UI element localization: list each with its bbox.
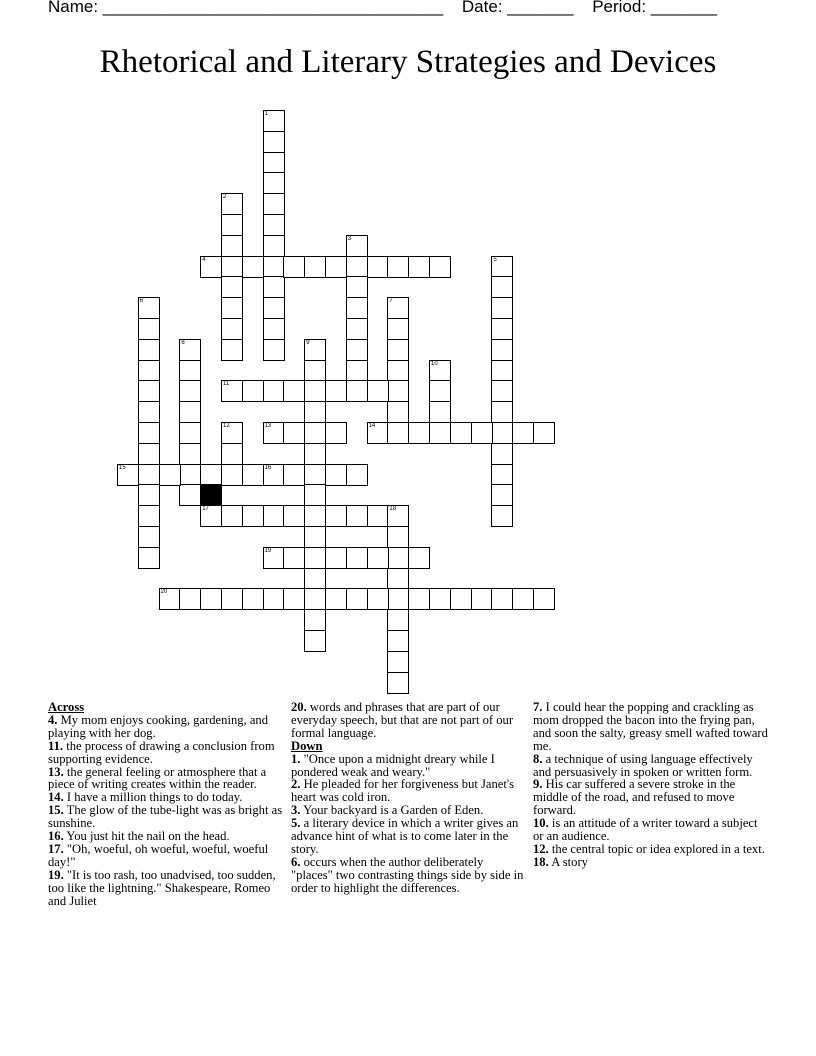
grid-cell[interactable] — [408, 256, 430, 278]
grid-cell[interactable] — [408, 547, 430, 569]
grid-cell[interactable] — [491, 422, 513, 444]
grid-cell[interactable] — [387, 630, 409, 652]
cell-number: 15 — [119, 464, 126, 471]
grid-cell[interactable] — [138, 401, 160, 423]
grid-cell[interactable] — [242, 464, 264, 486]
grid-cell[interactable] — [491, 401, 513, 423]
cell-number: 13 — [264, 423, 272, 429]
cell-number: 19 — [264, 547, 272, 554]
cell-number: 17 — [202, 506, 209, 513]
grid-cell[interactable] — [408, 422, 430, 444]
grid-cell[interactable] — [138, 526, 160, 548]
grid-cell[interactable] — [387, 339, 409, 361]
grid-cell[interactable] — [283, 464, 305, 486]
grid-cell[interactable] — [304, 464, 326, 486]
grid-cell[interactable] — [325, 422, 347, 444]
down-clue: 5. a literary device in which a writer gives an advance hint of what is to come later in the story. — [291, 816, 519, 856]
cell-number: 8 — [181, 339, 185, 346]
grid-cell[interactable] — [283, 422, 305, 444]
grid-cell[interactable] — [491, 297, 513, 319]
down-clue: 8. a technique of using language effectively and persuasively in spoken or written form. — [533, 751, 753, 779]
grid-cell[interactable] — [138, 547, 160, 569]
grid-cell[interactable] — [346, 276, 368, 298]
down-clue: 9. His car suffered a severe stroke in the middle of the road, and refused to move forward. — [533, 777, 736, 818]
grid-cell[interactable] — [283, 380, 305, 402]
grid-cell[interactable] — [367, 256, 389, 278]
grid-cell[interactable] — [512, 422, 534, 444]
grid-cell[interactable] — [491, 360, 513, 382]
grid-cell[interactable] — [346, 235, 368, 257]
grid-cell[interactable] — [429, 422, 451, 444]
grid-cell[interactable] — [387, 588, 409, 610]
grid-cell[interactable] — [346, 360, 368, 382]
down-clue: 3. Your backyard is a Garden of Eden. — [291, 803, 484, 818]
grid-cell[interactable] — [263, 464, 285, 486]
grid-cell[interactable] — [283, 505, 305, 527]
grid-cell[interactable] — [367, 505, 389, 527]
grid-cell[interactable] — [387, 256, 409, 278]
across-clue: 15. The glow of the tube-light was as bright as sunshine. — [48, 803, 283, 831]
grid-cell[interactable] — [200, 256, 222, 278]
grid-cell[interactable] — [533, 588, 555, 610]
grid-cell[interactable] — [346, 318, 368, 340]
grid-cell[interactable] — [179, 360, 201, 382]
grid-cell[interactable] — [159, 464, 181, 486]
grid-cell[interactable] — [325, 588, 347, 610]
grid-cell[interactable] — [263, 547, 285, 569]
grid-cell[interactable] — [304, 588, 326, 610]
grid-cell[interactable] — [263, 422, 285, 444]
grid-cell[interactable] — [367, 422, 389, 444]
down-clue: 1. "Once upon a midnight dreary while I pondered weak and weary." — [291, 751, 495, 779]
grid-cell[interactable] — [304, 380, 326, 402]
grid-cell[interactable] — [325, 464, 347, 486]
grid-cell[interactable] — [221, 505, 243, 527]
grid-cell[interactable] — [179, 422, 201, 444]
grid-cell[interactable] — [179, 588, 201, 610]
grid-cell[interactable] — [429, 401, 451, 423]
grid-cell[interactable] — [429, 256, 451, 278]
grid-cell[interactable] — [491, 505, 513, 527]
grid-cell[interactable] — [221, 588, 243, 610]
grid-cell[interactable] — [346, 505, 368, 527]
grid-cell[interactable] — [304, 609, 326, 631]
grid-cell[interactable] — [263, 339, 285, 361]
grid-cell[interactable] — [304, 360, 326, 382]
page-title: Rhetorical and Literary Strategies and Devices — [99, 44, 717, 80]
grid-cell[interactable] — [117, 464, 139, 486]
grid-cell[interactable] — [221, 464, 243, 486]
grid-cell[interactable] — [387, 505, 409, 527]
down-clue: 10. is an attitude of a writer toward a subject or an audience. — [533, 816, 758, 844]
name-field-label[interactable]: Name: ____________________________________ — [48, 0, 444, 16]
grid-cell[interactable] — [263, 318, 285, 340]
grid-cell[interactable] — [387, 297, 409, 319]
down-clue: 12. the central topic or idea explored in a text. — [533, 841, 765, 856]
grid-cell[interactable] — [200, 464, 222, 486]
grid-cell[interactable] — [263, 235, 285, 257]
grid-cell[interactable] — [138, 484, 160, 506]
across-clue: 19. "It is too rash, too unadvised, too sudden, too like the lightning." Shakespeare, Romeo and Juliet — [48, 867, 276, 908]
cell-number: 10 — [431, 360, 438, 367]
grid-cell[interactable] — [138, 464, 160, 486]
grid-cell[interactable] — [346, 256, 368, 278]
clues-column-3 — [533, 701, 769, 869]
grid-cell[interactable] — [346, 588, 368, 610]
grid-cell[interactable] — [263, 505, 285, 527]
grid-cell[interactable] — [263, 193, 285, 215]
grid-cell[interactable] — [200, 505, 222, 527]
grid-cell[interactable] — [387, 360, 409, 382]
grid-cell[interactable] — [138, 339, 160, 361]
grid-cell[interactable] — [304, 339, 326, 361]
grid-cell[interactable] — [429, 380, 451, 402]
grid-cell[interactable] — [263, 297, 285, 319]
grid-cell[interactable] — [179, 401, 201, 423]
cell-number: 14 — [368, 423, 376, 429]
grid-cell[interactable] — [491, 339, 513, 361]
grid-cell[interactable] — [387, 609, 409, 631]
grid-cell[interactable] — [325, 256, 347, 278]
grid-block-cell — [200, 484, 222, 506]
grid-cell[interactable] — [304, 401, 326, 423]
grid-cell[interactable] — [263, 152, 285, 174]
grid-cell[interactable] — [304, 505, 326, 527]
cell-number: 9 — [306, 339, 310, 346]
grid-cell[interactable] — [387, 380, 409, 402]
grid-cell[interactable] — [450, 422, 472, 444]
grid-cell[interactable] — [491, 256, 513, 278]
down-clue: 6. occurs when the author deliberately "places" two contrasting things side by side in order to highlight the differences. — [291, 854, 524, 895]
grid-cell[interactable] — [138, 422, 160, 444]
grid-cell[interactable] — [221, 256, 243, 278]
cell-number: 5 — [493, 256, 497, 263]
grid-cell[interactable] — [263, 380, 285, 402]
grid-cell[interactable] — [263, 172, 285, 194]
grid-cell[interactable] — [179, 339, 201, 361]
grid-cell[interactable] — [138, 443, 160, 465]
grid-cell[interactable] — [387, 526, 409, 548]
grid-cell[interactable] — [367, 380, 389, 402]
grid-cell[interactable] — [367, 588, 389, 610]
grid-cell[interactable] — [304, 547, 326, 569]
grid-cell[interactable] — [387, 318, 409, 340]
grid-cell[interactable] — [346, 297, 368, 319]
grid-cell[interactable] — [387, 401, 409, 423]
grid-cell[interactable] — [491, 318, 513, 340]
grid-cell[interactable] — [346, 547, 368, 569]
cell-number: 4 — [202, 256, 206, 263]
down-heading: Down — [291, 738, 323, 753]
grid-cell[interactable] — [221, 443, 243, 465]
grid-cell[interactable] — [242, 256, 264, 278]
grid-cell[interactable] — [387, 547, 409, 569]
grid-cell[interactable] — [263, 110, 285, 132]
grid-cell[interactable] — [263, 131, 285, 153]
grid-cell[interactable] — [263, 276, 285, 298]
grid-cell[interactable] — [138, 380, 160, 402]
grid-cell[interactable] — [304, 422, 326, 444]
cell-number: 3 — [347, 235, 352, 242]
grid-cell[interactable] — [471, 588, 493, 610]
grid-cell[interactable] — [491, 588, 513, 610]
grid-cell[interactable] — [387, 672, 409, 694]
grid-cell[interactable] — [512, 588, 534, 610]
grid-cell[interactable] — [179, 380, 201, 402]
across-clue: 14. I have a million things to do today. — [48, 790, 243, 805]
across-clue: 13. the general feeling or atmosphere that a piece of writing creates within the reader. — [48, 764, 267, 792]
grid-cell[interactable] — [138, 297, 160, 319]
grid-cell[interactable] — [221, 193, 243, 215]
grid-cell[interactable] — [221, 235, 243, 257]
grid-cell[interactable] — [221, 297, 243, 319]
across-heading: Across — [48, 700, 85, 714]
grid-cell[interactable] — [179, 484, 201, 506]
grid-cell[interactable] — [221, 276, 243, 298]
grid-cell[interactable] — [491, 464, 513, 486]
grid-cell[interactable] — [221, 339, 243, 361]
grid-cell[interactable] — [242, 505, 264, 527]
grid-cell[interactable] — [304, 256, 326, 278]
grid-cell[interactable] — [283, 256, 305, 278]
grid-cell[interactable] — [533, 422, 555, 444]
grid-cell[interactable] — [387, 568, 409, 590]
grid-cell[interactable] — [283, 588, 305, 610]
grid-cell[interactable] — [491, 380, 513, 402]
grid-cell[interactable] — [221, 380, 243, 402]
date-field-label[interactable]: Date: _______ — [461, 0, 574, 16]
cell-number: 18 — [389, 506, 397, 513]
down-clue: 7. I could hear the popping and crackling as mom dropped the bacon into the frying pan, and soon the salty, greasy smell wafted toward me. — [533, 700, 768, 753]
grid-cell[interactable] — [346, 380, 368, 402]
grid-cell[interactable] — [263, 256, 285, 278]
clues-column-2 — [291, 701, 527, 895]
cell-number: 7 — [389, 298, 393, 305]
cell-number: 1 — [264, 111, 268, 117]
grid-cell[interactable] — [471, 422, 493, 444]
grid-cell[interactable] — [346, 339, 368, 361]
cell-number: 11 — [223, 381, 230, 388]
grid-cell[interactable] — [159, 588, 181, 610]
cell-number: 2 — [223, 194, 227, 201]
grid-cell[interactable] — [179, 464, 201, 486]
grid-cell[interactable] — [304, 568, 326, 590]
cell-number: 16 — [264, 464, 272, 471]
grid-cell[interactable] — [200, 588, 222, 610]
grid-cell[interactable] — [179, 443, 201, 465]
grid-cell[interactable] — [450, 588, 472, 610]
clues-column-1 — [48, 701, 284, 908]
grid-cell[interactable] — [325, 505, 347, 527]
grid-cell[interactable] — [387, 651, 409, 673]
across-clue: 4. My mom enjoys cooking, gardening, and playing with her dog. — [48, 712, 269, 740]
grid-cell[interactable] — [221, 214, 243, 236]
cell-number: 6 — [139, 298, 144, 305]
down-clue: 18. A story — [533, 854, 588, 869]
grid-cell[interactable] — [304, 526, 326, 548]
grid-cell[interactable] — [138, 360, 160, 382]
grid-cell[interactable] — [367, 547, 389, 569]
grid-cell[interactable] — [304, 630, 326, 652]
grid-cell[interactable] — [346, 464, 368, 486]
cell-number: 12 — [223, 423, 230, 429]
period-field-label[interactable]: Period: _______ — [592, 0, 717, 16]
grid-cell[interactable] — [491, 276, 513, 298]
grid-cell[interactable] — [491, 484, 513, 506]
cell-number: 20 — [160, 589, 168, 596]
grid-cell[interactable] — [263, 588, 285, 610]
grid-cell[interactable] — [429, 588, 451, 610]
across-clue: 17. "Oh, woeful, oh woeful, woeful, woeful day!" — [48, 841, 269, 869]
grid-cell[interactable] — [138, 318, 160, 340]
grid-cell[interactable] — [263, 214, 285, 236]
grid-cell[interactable] — [429, 360, 451, 382]
grid-cell[interactable] — [491, 443, 513, 465]
grid-cell[interactable] — [387, 422, 409, 444]
grid-cell[interactable] — [325, 547, 347, 569]
across-clue: 20. words and phrases that are part of our everyday speech, but that are not part of our formal language. — [291, 700, 514, 740]
grid-cell[interactable] — [138, 505, 160, 527]
grid-cell[interactable] — [304, 484, 326, 506]
grid-cell[interactable] — [242, 380, 264, 402]
grid-cell[interactable] — [304, 443, 326, 465]
grid-cell[interactable] — [221, 422, 243, 444]
grid-cell[interactable] — [221, 318, 243, 340]
down-clue: 2. He pleaded for her forgiveness but Janet's heart was cold iron. — [291, 777, 515, 805]
grid-cell[interactable] — [283, 547, 305, 569]
grid-cell[interactable] — [242, 588, 264, 610]
across-clue: 16. You just hit the nail on the head. — [48, 829, 230, 844]
across-clue: 11. the process of drawing a conclusion from supporting evidence. — [48, 738, 275, 766]
grid-cell[interactable] — [325, 380, 347, 402]
grid-cell[interactable] — [408, 588, 430, 610]
